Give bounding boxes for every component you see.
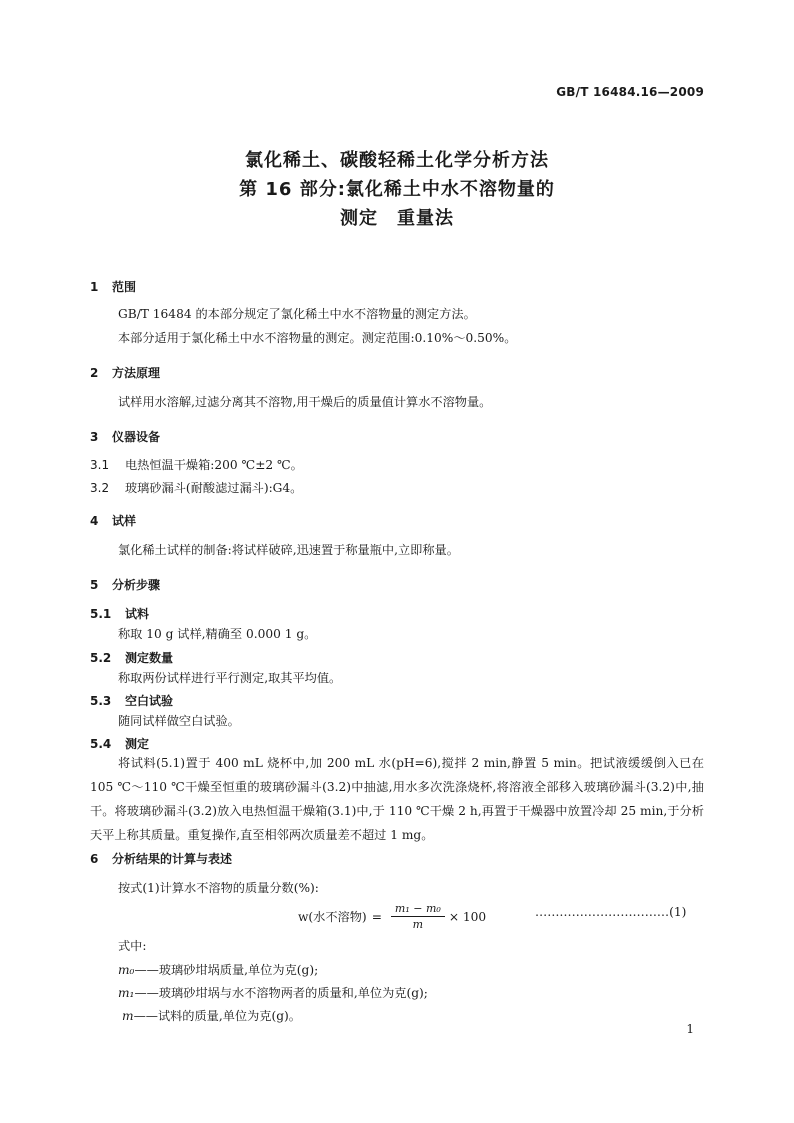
subsection-5-4-heading: 5.4 测定 [90,737,150,751]
formula-denominator: m [412,918,424,931]
subsection-5-2-text: 称取两份试样进行平行测定,取其平均值。 [118,671,342,685]
subsection-5-3-heading: 5.3 空白试验 [90,694,174,708]
title-line-2: 第 16 部分:氯化稀土中水不溶物量的 [239,179,555,200]
formula-numerator: m₁ − m₀ [391,902,445,917]
item-3-2: 3.2 玻璃砂漏斗(耐酸滤过漏斗):G4。 [90,481,303,495]
subsection-5-3-text: 随同试样做空白试验。 [118,714,240,728]
formula-times: × 100 [448,909,487,924]
variable-m1: m₁——玻璃砂坩埚与水不溶物两者的质量和,单位为克(g); [118,986,428,1000]
section-1-para-1: GB/T 16484 的本部分规定了氯化稀土中水不溶物量的测定方法。 [118,307,476,321]
section-5-heading: 5 分析步骤 [90,578,161,592]
subsection-5-4-text: 将试料(5.1)置于 400 mL 烧杯中,加 200 mL 水(pH=6),搅拌 2 min,静置 5 min。把试液缓缓倒入已在 105 ℃～110 ℃干燥至恒重的玻璃砂漏斗(3.2)中抽滤,用水多次洗涤烧杯,将溶液全部移入玻璃砂漏斗(3.2)中,抽干。将玻璃砂漏斗(3.2)放入电热恒温干燥箱(3.1)中,于 110 ℃干燥 2 h,再置于干燥器中放置冷却 25 min,于分析天平上称其质量。重复操作,直至相邻两次质量差不超过 1 mg。 [90,756,704,842]
section-4-heading: 4 试样 [90,514,137,528]
document-title [0,146,794,233]
standard-code: GB/T 16484.16—2009 [556,85,704,99]
subsection-5-1-heading: 5.1 试料 [90,607,150,621]
formula-equals: = [371,909,382,924]
variable-m: m——试料的质量,单位为克(g)。 [122,1009,301,1023]
section-1-para-2: 本部分适用于氯化稀土中水不溶物量的测定。测定范围:0.10%～0.50%。 [118,331,517,345]
section-2-para-1: 试样用水溶解,过滤分离其不溶物,用干燥后的质量值计算水不溶物量。 [118,395,492,409]
formula-lhs: w(水不溶物) [298,910,367,924]
formula-fraction [391,902,445,931]
title-line-1: 氯化稀土、碳酸轻稀土化学分析方法 [245,150,549,171]
variable-m0: m₀——玻璃砂坩埚质量,单位为克(g); [118,963,319,977]
subsection-5-2-heading: 5.2 测定数量 [90,651,174,665]
page-number: 1 [686,1022,694,1036]
item-3-1: 3.1 电热恒温干燥箱:200 ℃±2 ℃。 [90,458,303,472]
section-4-para-1: 氯化稀土试样的制备:将试样破碎,迅速置于称量瓶中,立即称量。 [118,543,459,557]
section-3-heading: 3 仪器设备 [90,430,161,444]
where-label: 式中: [118,939,147,953]
section-6-intro: 按式(1)计算水不溶物的质量分数(%): [118,881,319,895]
formula-number: ……………………………(1) [535,905,687,919]
subsection-5-1-text: 称取 10 g 试样,精确至 0.000 1 g。 [118,627,317,641]
formula-1 [298,902,486,931]
section-1-heading: 1 范围 [90,280,137,294]
section-2-heading: 2 方法原理 [90,366,161,380]
section-6-heading: 6 分析结果的计算与表述 [90,852,233,866]
title-line-3: 测定 重量法 [340,208,454,229]
